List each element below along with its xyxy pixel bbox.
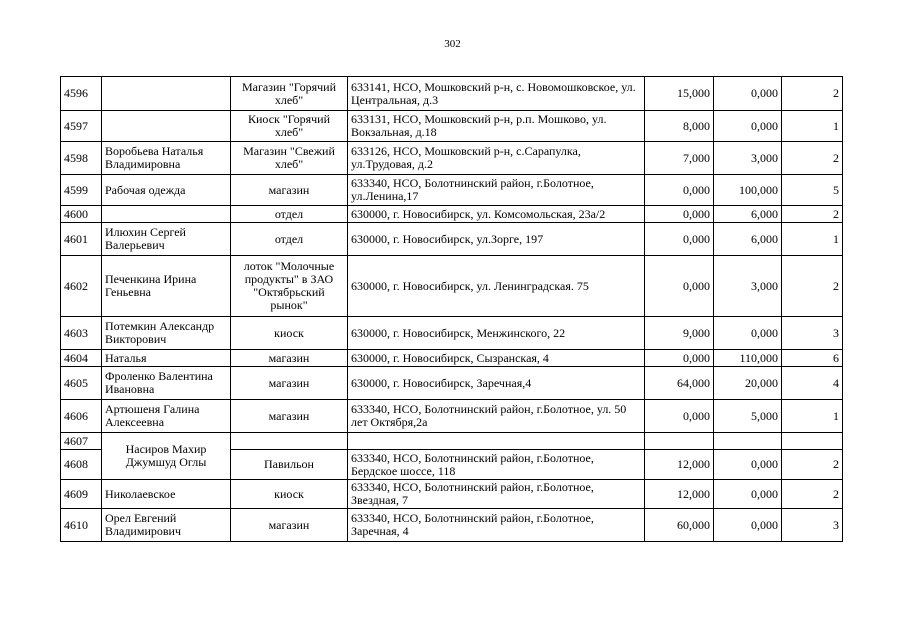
table-row	[61, 367, 843, 400]
cell-name	[102, 77, 231, 111]
cell-count: 2	[782, 77, 843, 111]
cell-name	[102, 206, 231, 223]
cell-object-type: Павильон	[231, 450, 348, 480]
table-row	[61, 111, 843, 142]
cell-address: 633340, НСО, Болотнинский район, г.Болотное, Заречная, 4	[348, 509, 645, 542]
table-row	[61, 350, 843, 367]
cell-value-2: 20,000	[714, 367, 782, 400]
cell-value-1: 0,000	[645, 206, 714, 223]
cell-value-2: 0,000	[714, 509, 782, 542]
cell-name: Насиров Махир Джумшуд Оглы	[102, 433, 231, 480]
cell-name: Наталья	[102, 350, 231, 367]
cell-object-type: отдел	[231, 223, 348, 256]
cell-object-type: Магазин "Горячий хлеб"	[231, 77, 348, 111]
cell-address: 633340, НСО, Болотнинский район, г.Болотное, Бердское шоссе, 118	[348, 450, 645, 480]
cell-name: Орел Евгений Владимирович	[102, 509, 231, 542]
cell-value-2: 6,000	[714, 223, 782, 256]
cell-address: 633131, НСО, Мошковский р-н, р.п. Мошково, ул. Вокзальная, д.18	[348, 111, 645, 142]
cell-name: Илюхин Сергей Валерьевич	[102, 223, 231, 256]
table-row	[61, 77, 843, 111]
cell-object-type: магазин	[231, 509, 348, 542]
table-row	[61, 223, 843, 256]
cell-object-type: Магазин "Свежий хлеб"	[231, 142, 348, 175]
cell-object-type	[231, 433, 348, 450]
cell-value-2: 3,000	[714, 142, 782, 175]
cell-count: 1	[782, 223, 843, 256]
cell-value-2: 0,000	[714, 480, 782, 509]
table-row	[61, 480, 843, 509]
table-row	[61, 509, 843, 542]
cell-name: Печенкина Ирина Геньевна	[102, 256, 231, 317]
cell-count: 4	[782, 367, 843, 400]
cell-number: 4608	[61, 450, 102, 480]
cell-address: 633126, НСО, Мошковский р-н, с.Сарапулка, ул.Трудовая, д.2	[348, 142, 645, 175]
cell-number: 4610	[61, 509, 102, 542]
cell-name: Воробьева Наталья Владимировна	[102, 142, 231, 175]
cell-name: Николаевское	[102, 480, 231, 509]
cell-count: 2	[782, 480, 843, 509]
cell-name: Потемкин Александр Викторович	[102, 317, 231, 350]
cell-value-1: 15,000	[645, 77, 714, 111]
cell-value-2: 110,000	[714, 350, 782, 367]
cell-value-2: 0,000	[714, 77, 782, 111]
cell-value-1: 0,000	[645, 256, 714, 317]
cell-value-1: 12,000	[645, 450, 714, 480]
cell-value-2: 3,000	[714, 256, 782, 317]
cell-value-2	[714, 433, 782, 450]
cell-number: 4603	[61, 317, 102, 350]
page-number: 302	[444, 38, 461, 50]
cell-address: 630000, г. Новосибирск, ул. Ленинградская. 75	[348, 256, 645, 317]
cell-name: Рабочая одежда	[102, 175, 231, 206]
cell-object-type: отдел	[231, 206, 348, 223]
cell-count: 1	[782, 111, 843, 142]
cell-number: 4601	[61, 223, 102, 256]
table-row	[61, 142, 843, 175]
cell-object-type: магазин	[231, 175, 348, 206]
cell-value-1: 0,000	[645, 350, 714, 367]
table-row	[61, 206, 843, 223]
cell-count	[782, 433, 843, 450]
cell-number: 4597	[61, 111, 102, 142]
cell-value-1: 9,000	[645, 317, 714, 350]
cell-object-type: Киоск "Горячий хлеб"	[231, 111, 348, 142]
table-body	[61, 77, 843, 542]
table-row	[61, 175, 843, 206]
cell-count: 3	[782, 317, 843, 350]
cell-value-2: 0,000	[714, 111, 782, 142]
table-row	[61, 317, 843, 350]
cell-object-type: киоск	[231, 480, 348, 509]
cell-number: 4600	[61, 206, 102, 223]
cell-object-type: магазин	[231, 367, 348, 400]
cell-value-1: 8,000	[645, 111, 714, 142]
cell-number: 4596	[61, 77, 102, 111]
cell-value-1: 7,000	[645, 142, 714, 175]
table-row	[61, 400, 843, 433]
cell-address: 630000, г. Новосибирск, ул. Комсомольская, 23а/2	[348, 206, 645, 223]
cell-value-2: 5,000	[714, 400, 782, 433]
cell-address: 630000, г. Новосибирск, ул.Зорге, 197	[348, 223, 645, 256]
cell-number: 4606	[61, 400, 102, 433]
cell-name	[102, 111, 231, 142]
cell-count: 2	[782, 142, 843, 175]
cell-number: 4598	[61, 142, 102, 175]
cell-value-2: 100,000	[714, 175, 782, 206]
table-row	[61, 433, 843, 450]
cell-address	[348, 433, 645, 450]
cell-count: 1	[782, 400, 843, 433]
cell-value-2: 6,000	[714, 206, 782, 223]
cell-count: 5	[782, 175, 843, 206]
cell-address: 633141, НСО, Мошковский р-н, с. Новомошковское, ул. Центральная, д.3	[348, 77, 645, 111]
table-row	[61, 256, 843, 317]
cell-address: 633340, НСО, Болотнинский район, г.Болотное, Звездная, 7	[348, 480, 645, 509]
cell-number: 4609	[61, 480, 102, 509]
cell-number: 4607	[61, 433, 102, 450]
cell-address: 633340, НСО, Болотнинский район, г.Болотное, ул. 50 лет Октября,2а	[348, 400, 645, 433]
cell-number: 4602	[61, 256, 102, 317]
cell-address: 633340, НСО, Болотнинский район, г.Болотное, ул.Ленина,17	[348, 175, 645, 206]
cell-number: 4605	[61, 367, 102, 400]
cell-object-type: магазин	[231, 400, 348, 433]
cell-object-type: магазин	[231, 350, 348, 367]
cell-value-1	[645, 433, 714, 450]
cell-value-1: 60,000	[645, 509, 714, 542]
cell-value-1: 64,000	[645, 367, 714, 400]
cell-object-type: киоск	[231, 317, 348, 350]
cell-name: Фроленко Валентина Ивановна	[102, 367, 231, 400]
cell-value-1: 0,000	[645, 400, 714, 433]
cell-count: 2	[782, 206, 843, 223]
cell-count: 6	[782, 350, 843, 367]
cell-value-2: 0,000	[714, 450, 782, 480]
cell-address: 630000, г. Новосибирск, Сызранская, 4	[348, 350, 645, 367]
cell-object-type: лоток "Молочные продукты" в ЗАО "Октябрьский рынок"	[231, 256, 348, 317]
cell-count: 2	[782, 450, 843, 480]
register-table	[60, 76, 843, 542]
cell-value-2: 0,000	[714, 317, 782, 350]
cell-value-1: 12,000	[645, 480, 714, 509]
cell-number: 4599	[61, 175, 102, 206]
cell-count: 3	[782, 509, 843, 542]
cell-count: 2	[782, 256, 843, 317]
cell-name: Артюшеня Галина Алексеевна	[102, 400, 231, 433]
cell-address: 630000, г. Новосибирск, Заречная,4	[348, 367, 645, 400]
cell-address: 630000, г. Новосибирск, Менжинского, 22	[348, 317, 645, 350]
cell-number: 4604	[61, 350, 102, 367]
cell-value-1: 0,000	[645, 223, 714, 256]
cell-value-1: 0,000	[645, 175, 714, 206]
